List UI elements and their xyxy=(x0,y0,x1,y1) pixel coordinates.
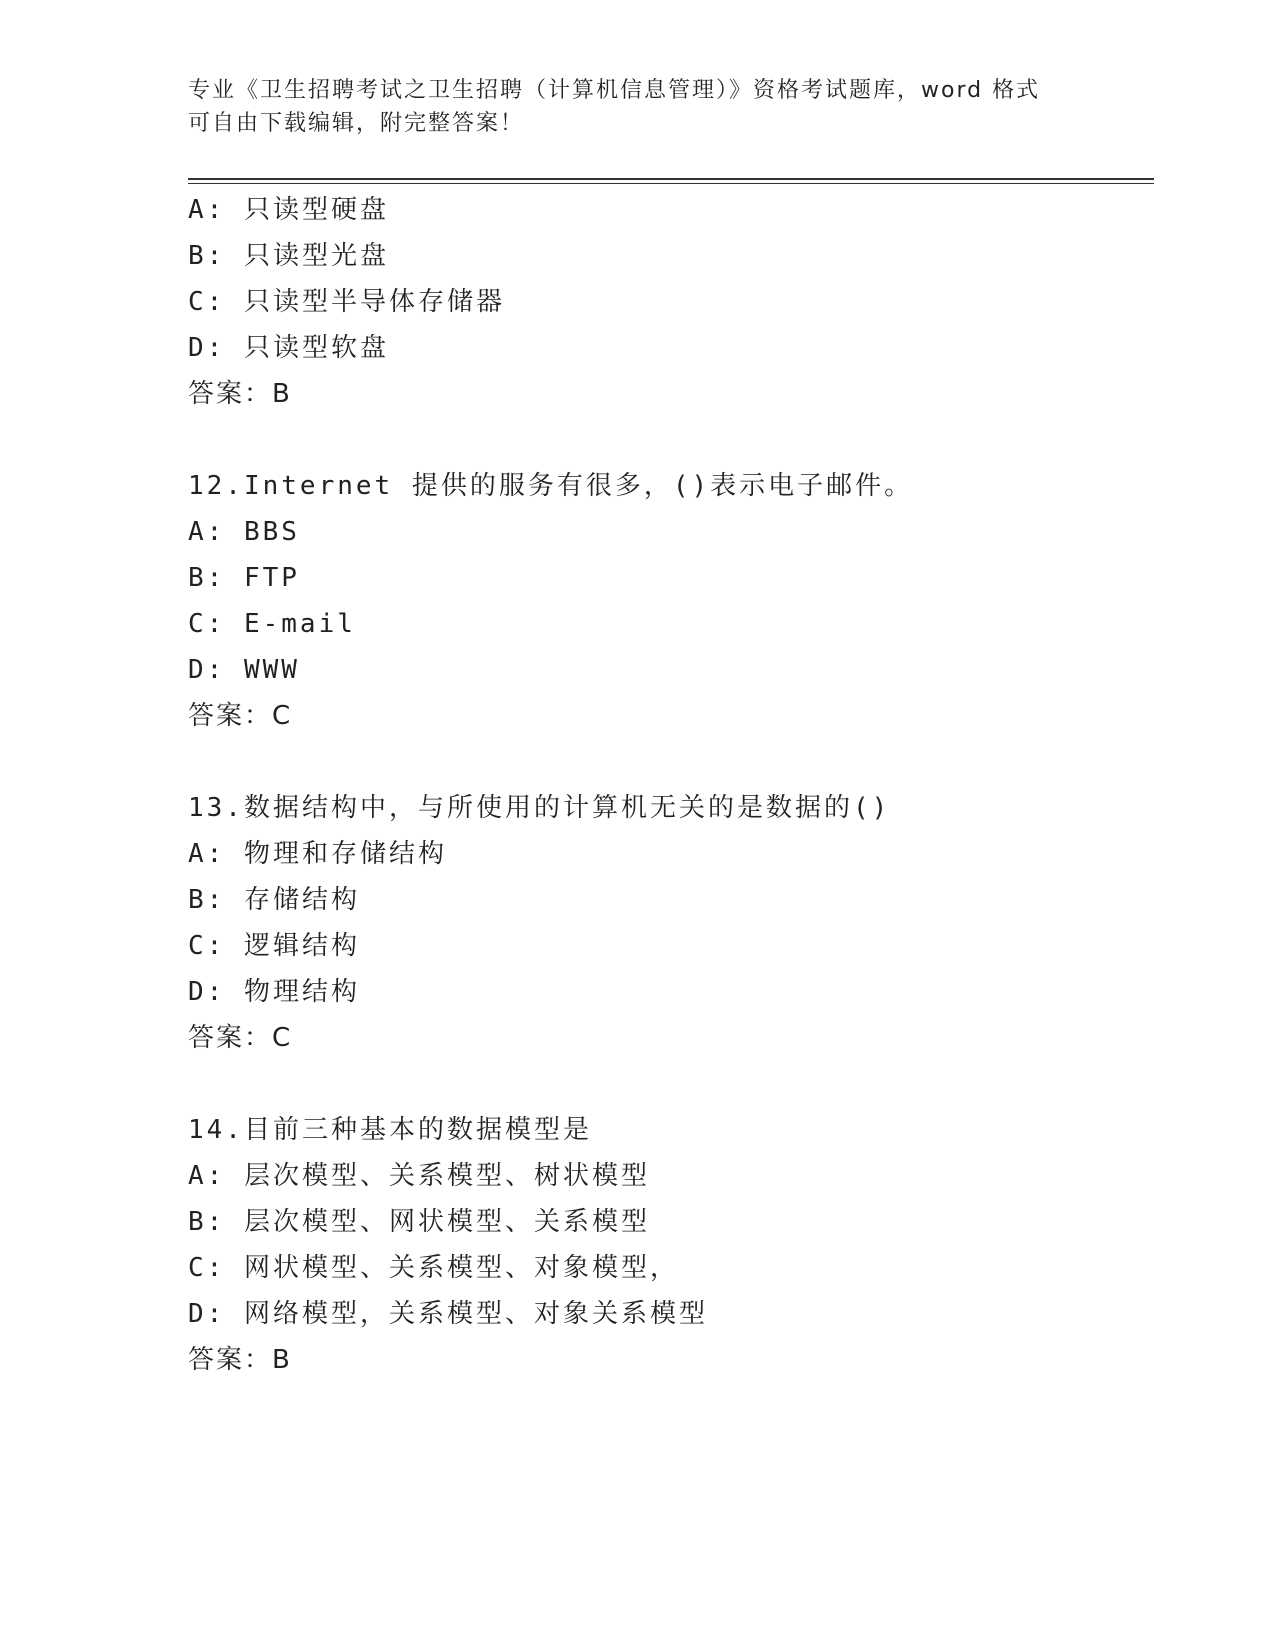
question-text: 12.Internet 提供的服务有很多，()表示电子邮件。 xyxy=(188,471,914,501)
header-rule-thin xyxy=(188,183,1154,184)
question-list xyxy=(188,187,1148,1383)
option-d: D: 只读型软盘 xyxy=(188,333,389,363)
answer: 答案：C xyxy=(188,701,293,731)
question-text: 14.目前三种基本的数据模型是 xyxy=(188,1115,592,1145)
option-a: A: 只读型硬盘 xyxy=(188,195,389,225)
option-d: D: WWW xyxy=(188,655,300,685)
option-a: A: 物理和存储结构 xyxy=(188,839,447,869)
spacer xyxy=(188,739,1148,785)
question-text: 13.数据结构中，与所使用的计算机无关的是数据的() xyxy=(188,793,891,823)
header-line-2: 可自由下载编辑，附完整答案！ xyxy=(188,111,525,136)
question-11 xyxy=(188,187,1148,417)
header-rule-thick xyxy=(188,178,1154,180)
option-a: A: 层次模型、关系模型、树状模型 xyxy=(188,1161,650,1191)
question-14 xyxy=(188,1107,1148,1383)
option-d: D: 网络模型，关系模型、对象关系模型 xyxy=(188,1299,708,1329)
question-12 xyxy=(188,463,1148,739)
option-b: B: 存储结构 xyxy=(188,885,360,915)
answer: 答案：B xyxy=(188,379,292,409)
option-b: B: 层次模型、网状模型、关系模型 xyxy=(188,1207,650,1237)
option-c: C: 网状模型、关系模型、对象模型， xyxy=(188,1253,679,1283)
option-c: C: 只读型半导体存储器 xyxy=(188,287,505,317)
header-line-1: 专业《卫生招聘考试之卫生招聘（计算机信息管理）》资格考试题库，word 格式 xyxy=(188,78,1041,103)
option-a: A: BBS xyxy=(188,517,300,547)
option-c: C: 逻辑结构 xyxy=(188,931,360,961)
question-13 xyxy=(188,785,1148,1061)
option-d: D: 物理结构 xyxy=(188,977,360,1007)
option-b: B: 只读型光盘 xyxy=(188,241,389,271)
spacer xyxy=(188,417,1148,463)
answer: 答案：B xyxy=(188,1345,292,1375)
spacer xyxy=(188,1061,1148,1107)
answer: 答案：C xyxy=(188,1023,293,1053)
option-c: C: E-mail xyxy=(188,609,356,639)
option-b: B: FTP xyxy=(188,563,300,593)
document-header xyxy=(188,74,1068,140)
